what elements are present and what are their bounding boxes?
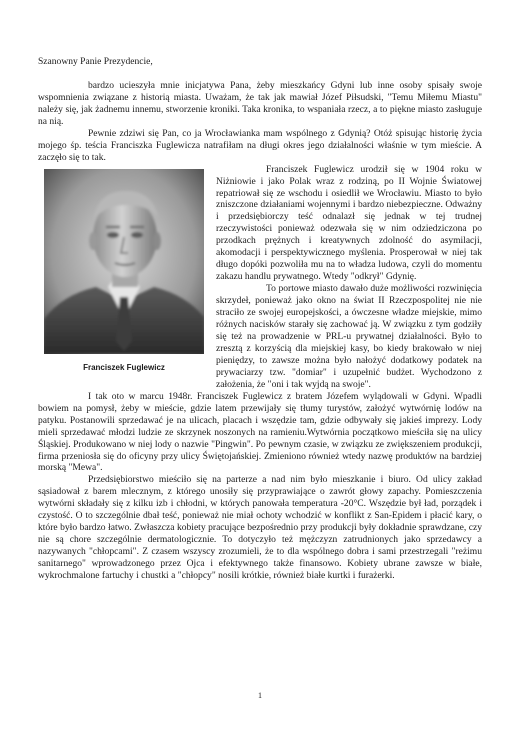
portrait-caption: Franciszek Fuglewicz [83, 362, 165, 372]
paragraph-port-city: To portowe miasto dawało duże możliwości rozwinięcia skrzydeł, ponieważ jako okno na świat II Rzeczpospolitej nie nie straciło ze swojej europejskości, a ówczesne władze miejskie, mimo różnych nacisków starały się zachować ją. W związku z tym godziły się też na prowadzenie w PRL-u prywatnej działalności. Było to zresztą z korzyścią dla miejskiej kasy, bo kiedy brakowało w niej pieniędzy, to zawsze można było nałożyć dodatkowy podatek na prywaciarzy tzw. "domiar" i uzupełnić budżet. Wychodzono z założenia, że "oni i tak wyjdą na swoje". [216, 283, 482, 390]
paragraph-biography: Franciszek Fuglewicz urodził się w 1904 roku w Niżniowie i jako Polak wraz z rodziną, po II Wojnie Światowej repatriował się ze wschodu i osiedlił we Wrocławiu. Miasto to było zniszczone działaniami wojennymi i bardzo niebezpieczne. Odważny i przedsiębiorczy teść odnalazł się jednak w tej trudnej rzeczywistości ponieważ odezwała się w nim odziedziczona po przodkach prężnych i kreatywnych zdolność do asymilacji, akomodacji i perspektywicznego myślenia. Prosperował w niej tak długo dopóki pozwoliła mu na to władza ludowa, czyli do momentu zakazu handlu prywatnego. Wtedy "odkrył" Gdynię. [216, 163, 482, 283]
paragraph-ice-cream-factory: I tak oto w marcu 1948r. Franciszek Fuglewicz z bratem Józefem wylądowali w Gdyni. Wpadli bowiem na pomysł, żeby w mieście, gdzie latem przewijały się tłumy turystów, założyć wytwórnię lodów na patyku. Postanowili sprzedawać je na ulicach, placach i wszędzie tam, gdzie odbywały się jakieś imprezy. Lody mieli sprzedawać młodzi ludzie ze skrzynek noszonych na ramieniu.Wytwórnia początkowo mieściła się na ulicy Śląskiej. Produkowano w niej lody o nazwie "Pingwin". Po pewnym czasie, w związku ze zwiększeniem produkcji, firma przeniosła się do oficyny przy ulicy Świętojańskiej. Zmieniono również wtedy nazwę produktów na bardziej morską "Mewa". [38, 390, 482, 474]
paragraph-initiative: bardzo ucieszyła mnie inicjatywa Pana, żeby mieszkańcy Gdyni lub inne osoby spisały swoje wspomnienia związane z historią miasta. Uważam, że tak jak mawiał Józef Piłsudski, "Temu Miłemu Miastu" należy się, jak żadnemu innemu, stworzenie kroniki. Taka kronika, to wspaniała rzecz, a to piękne miasto zasługuje na nią. [38, 79, 482, 127]
paragraph-wroclaw-gdynia: Pewnie zdziwi się Pan, co ja Wrocławianka mam wspólnego z Gdynią? Otóż spisując historię życia mojego śp. teścia Franciszka Fuglewicza natrafiłam na długi okres jego działalności właśnie w tym mieście. A zaczęło się to tak. [38, 127, 482, 163]
portrait-figure [44, 169, 204, 382]
paragraph-workplace: Przedsiębiorstwo mieściło się na parterze a nad nim było mieszkanie i biuro. Od ulicy zakład sąsiadował z barem mlecznym, z którego unosiły się przyprawiające o zawrót głowy zapachy. Pomieszczenia wytwórni składały się z kilku izb i chłodni, w których panowała temperatura -20°C. Wszędzie był ład, porządek i czystość. O to szczególnie dbał teść, ponieważ nie miał ochoty wchodzić w konflikt z San-Epidem i płacić kary, o które było bardzo łatwo. Zwłaszcza kobiety pracujące bezpośrednio przy produkcji były dokładnie sprawdzane, czy nie są chore szczególnie dermatologicznie. To dotyczyło też mężczyzn zatrudnionych jako sprzedawcy a nazywanych "chłopcami". Z czasem wszyscy zrozumieli, że to dla wspólnego dobra i sami przestrzegali "reżimu sanitarnego" wprowadzonego przez Ojca i efektywnego także finansowo. Kobiety ubrane zawsze w białe, wykrochmalone fartuchy i chustki a "chłopcy" nosili krótkie, również białe kurtki i furażerki. [38, 474, 482, 582]
letter-greeting: Szanowny Panie Prezydencie, [38, 56, 153, 67]
page-number: 1 [258, 691, 262, 700]
portrait-photo [44, 169, 204, 354]
